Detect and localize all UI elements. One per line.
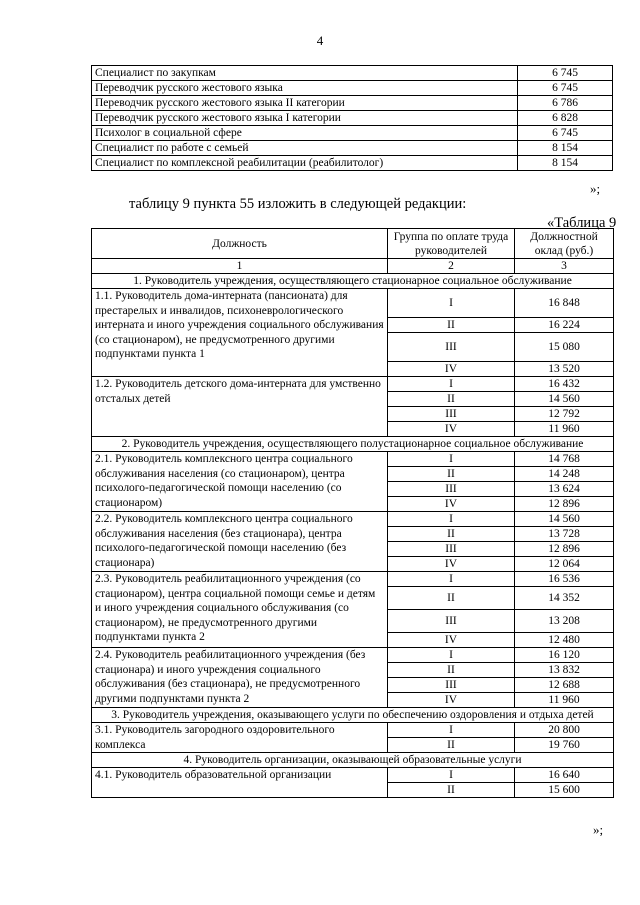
position-name: Переводчик русского жестового языка II категории — [92, 96, 518, 111]
group-value: II — [388, 392, 515, 407]
group-value: I — [388, 768, 515, 783]
salary-value: 19 760 — [515, 738, 614, 753]
position-name: Психолог в социальной сфере — [92, 126, 518, 141]
section-header-row — [92, 708, 614, 723]
salary-table — [91, 228, 614, 798]
salary-value: 13 520 — [515, 362, 614, 377]
continued-table — [91, 65, 613, 171]
section-title: 2. Руководитель учреждения, осуществляющего полустационарное социальное обслуживание — [92, 437, 614, 452]
salary-value: 20 800 — [515, 723, 614, 738]
table-row — [92, 768, 614, 783]
salary-value: 13 208 — [515, 610, 614, 633]
group-value: I — [388, 452, 515, 467]
group-value: II — [388, 467, 515, 482]
header-num-2: 2 — [388, 259, 515, 274]
position-name: 2.1. Руководитель комплексного центра социального обслуживания населения (со стационаром), центра психолого-педагогической помощи населению (со стационаром) — [92, 452, 388, 512]
position-name: Переводчик русского жестового языка — [92, 81, 518, 96]
salary-value: 6 745 — [518, 81, 613, 96]
table-row — [92, 66, 613, 81]
salary-value: 15 600 — [515, 783, 614, 798]
group-value: III — [388, 610, 515, 633]
table-row — [92, 723, 614, 738]
position-name: 2.2. Руководитель комплексного центра социального обслуживания населения (без стационара), центра психолого-педагогической помощи населению (без стационара) — [92, 512, 388, 572]
table-row — [92, 289, 614, 318]
group-value: III — [388, 678, 515, 693]
salary-value: 12 896 — [515, 497, 614, 512]
group-value: II — [388, 318, 515, 333]
position-name: Специалист по закупкам — [92, 66, 518, 81]
table-row — [92, 126, 613, 141]
group-value: II — [388, 663, 515, 678]
salary-value: 16 536 — [515, 572, 614, 587]
section-header-row — [92, 437, 614, 452]
table-row — [92, 111, 613, 126]
group-value: II — [388, 527, 515, 542]
salary-value: 12 480 — [515, 633, 614, 648]
position-name: Специалист по комплексной реабилитации (реабилитолог) — [92, 156, 518, 171]
salary-value: 12 064 — [515, 557, 614, 572]
section-header-row — [92, 753, 614, 768]
group-value: III — [388, 542, 515, 557]
position-name: 2.3. Руководитель реабилитационного учреждения (со стационаром), центра социальной помощи семье и детям и иного учреждения социального обслуживания (со стационаром), не предусмотренного другими подпунктами пункта 2 — [92, 572, 388, 648]
table-row — [92, 648, 614, 663]
salary-value: 6 745 — [518, 66, 613, 81]
salary-value: 14 768 — [515, 452, 614, 467]
position-name: Специалист по работе с семьей — [92, 141, 518, 156]
salary-value: 12 688 — [515, 678, 614, 693]
table-row — [92, 377, 614, 392]
salary-value: 6 745 — [518, 126, 613, 141]
section-title: 1. Руководитель учреждения, осуществляющего стационарное социальное обслуживание — [92, 274, 614, 289]
position-name: 1.2. Руководитель детского дома-интерната для умственно отсталых детей — [92, 377, 388, 437]
salary-value: 14 248 — [515, 467, 614, 482]
table-caption: «Таблица 9 — [547, 215, 617, 231]
group-value: IV — [388, 422, 515, 437]
salary-value: 13 728 — [515, 527, 614, 542]
position-name: 3.1. Руководитель загородного оздоровительного комплекса — [92, 723, 388, 753]
group-value: II — [388, 738, 515, 753]
salary-value: 16 432 — [515, 377, 614, 392]
amendment-text: таблицу 9 пункта 55 изложить в следующей редакции: — [129, 196, 467, 212]
group-value: IV — [388, 362, 515, 377]
table-row — [92, 141, 613, 156]
group-value: II — [388, 783, 515, 798]
salary-value: 14 560 — [515, 392, 614, 407]
salary-value: 8 154 — [518, 141, 613, 156]
table-row — [92, 572, 614, 587]
group-value: I — [388, 648, 515, 663]
group-value: III — [388, 482, 515, 497]
group-value: IV — [388, 497, 515, 512]
group-value: III — [388, 333, 515, 362]
position-name: 1.1. Руководитель дома-интерната (пансионата) для престарелых и инвалидов, психоневрологического интерната и иного учреждения социального обслуживания (со стационаром), не предусмотренного другими подпунктами пункта 1 — [92, 289, 388, 377]
salary-value: 13 832 — [515, 663, 614, 678]
group-value: II — [388, 587, 515, 610]
group-value: I — [388, 723, 515, 738]
table-row — [92, 512, 614, 527]
group-value: IV — [388, 693, 515, 708]
salary-value: 6 786 — [518, 96, 613, 111]
salary-value: 14 560 — [515, 512, 614, 527]
table-row — [92, 452, 614, 467]
closing-quote-1: »; — [590, 181, 601, 196]
group-value: I — [388, 377, 515, 392]
group-value: I — [388, 512, 515, 527]
closing-quote-2: »; — [593, 822, 604, 837]
salary-value: 11 960 — [515, 422, 614, 437]
salary-value: 12 896 — [515, 542, 614, 557]
salary-value: 14 352 — [515, 587, 614, 610]
salary-value: 12 792 — [515, 407, 614, 422]
position-name: 4.1. Руководитель образовательной организации — [92, 768, 388, 798]
page-number: 4 — [316, 33, 324, 48]
table-row — [92, 156, 613, 171]
salary-value: 16 848 — [515, 289, 614, 318]
header-group: Группа по оплате труда руководителей — [388, 229, 515, 259]
group-value: I — [388, 289, 515, 318]
position-name: Переводчик русского жестового языка I категории — [92, 111, 518, 126]
header-salary: Должностной оклад (руб.) — [515, 229, 614, 259]
section-title: 4. Руководитель организации, оказывающей образовательные услуги — [92, 753, 614, 768]
section-title: 3. Руководитель учреждения, оказывающего услуги по обеспечению оздоровления и отдыха детей — [92, 708, 614, 723]
header-num-3: 3 — [515, 259, 614, 274]
group-value: I — [388, 572, 515, 587]
group-value: IV — [388, 633, 515, 648]
salary-value: 15 080 — [515, 333, 614, 362]
header-num-1: 1 — [92, 259, 388, 274]
section-header-row — [92, 274, 614, 289]
table-row — [92, 81, 613, 96]
salary-value: 16 224 — [515, 318, 614, 333]
salary-value: 8 154 — [518, 156, 613, 171]
position-name: 2.4. Руководитель реабилитационного учреждения (без стационара) и иного учреждения социального обслуживания (без стационара), не предусмотренного другими подпунктами пункта 2 — [92, 648, 388, 708]
salary-value: 13 624 — [515, 482, 614, 497]
group-value: III — [388, 407, 515, 422]
salary-value: 16 120 — [515, 648, 614, 663]
salary-value: 6 828 — [518, 111, 613, 126]
table-row — [92, 96, 613, 111]
header-position: Должность — [92, 229, 388, 259]
salary-value: 11 960 — [515, 693, 614, 708]
group-value: IV — [388, 557, 515, 572]
salary-value: 16 640 — [515, 768, 614, 783]
